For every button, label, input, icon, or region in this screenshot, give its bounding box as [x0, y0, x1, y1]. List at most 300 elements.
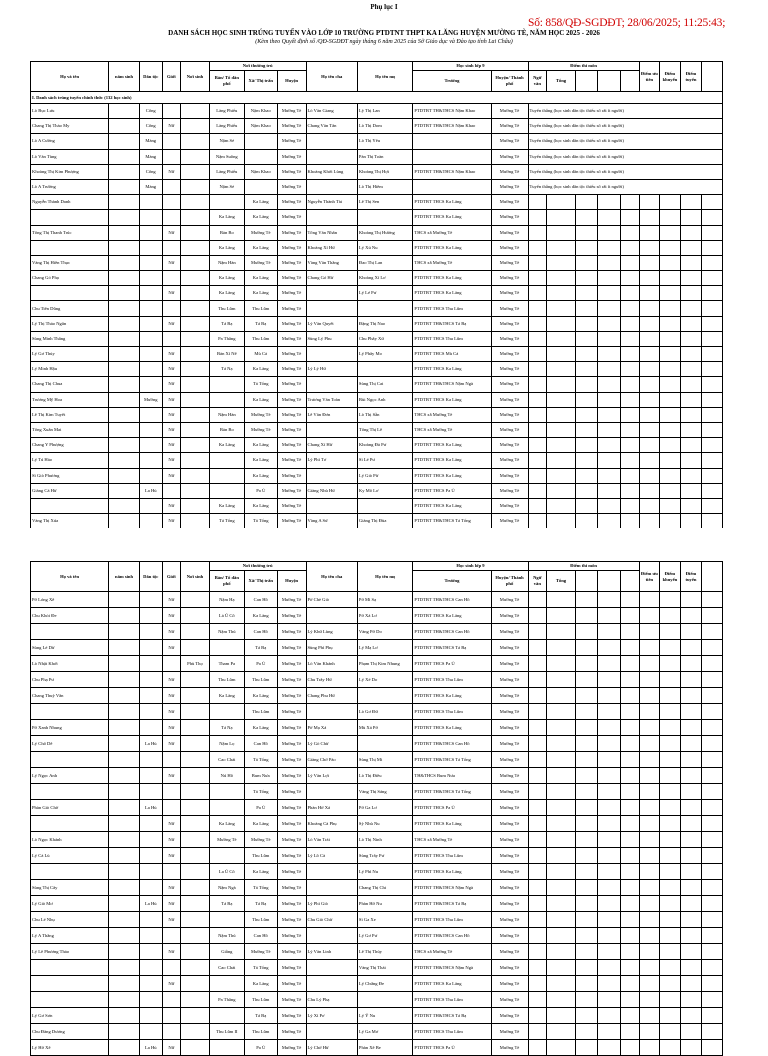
score-cell [547, 688, 576, 704]
score-cell [598, 271, 621, 286]
student-name: Lý Ngọc Anh [31, 768, 109, 784]
birth-year [109, 848, 140, 864]
score-cell [575, 225, 598, 240]
score-cell [680, 768, 702, 784]
table-row [31, 483, 723, 498]
score-cell [660, 1040, 681, 1056]
gender: Nữ [162, 832, 181, 848]
score-cell [528, 880, 547, 896]
score-cell [639, 768, 660, 784]
score-cell [639, 736, 660, 752]
score-cell [680, 225, 702, 240]
score-cell [660, 316, 681, 331]
village: Ka Lăng [209, 286, 244, 301]
birthplace [181, 768, 210, 784]
score-cell [639, 286, 660, 301]
score-cell [639, 438, 660, 453]
mother-name: Phạm Thị Kim Nhung [357, 656, 413, 672]
col-header-literature: Ngữ văn [528, 71, 547, 92]
score-cell [660, 362, 681, 377]
score-cell [660, 210, 681, 225]
score-cell [639, 864, 660, 880]
col-header-grade9: Học sinh lớp 9 [413, 62, 528, 71]
score-cell [547, 347, 576, 362]
score-cell [528, 672, 547, 688]
score-cell [702, 736, 723, 752]
birthplace [181, 453, 210, 468]
school-name: PTDTBT TH&THCS Can Hồ [413, 592, 491, 608]
score-cell [680, 483, 702, 498]
village: La Ú Cô [209, 864, 244, 880]
village [209, 377, 244, 392]
school-name: PTDTBT TH&THCS Nậm Khao [413, 119, 491, 134]
school-district: Mường Tè [491, 1024, 528, 1040]
school-name: PTDTBT THCS Thu Lũm [413, 992, 491, 1008]
score-cell [528, 992, 547, 1008]
score-cell [528, 928, 547, 944]
district: Mường Tè [277, 704, 306, 720]
village: Bản Bo [209, 225, 244, 240]
col-header-mother: Họ tên mẹ [357, 62, 413, 92]
student-name: Lý Giò Mơ [31, 896, 109, 912]
student-name [31, 784, 109, 800]
student-name: Pờ Lóng Xê [31, 592, 109, 608]
father-name [306, 134, 357, 149]
score-cell [702, 688, 723, 704]
score-cell [528, 624, 547, 640]
district: Mường Tè [277, 271, 306, 286]
score-cell [621, 362, 640, 377]
birthplace [181, 195, 210, 210]
commune: Ka Lăng [244, 864, 277, 880]
score-cell [598, 240, 621, 255]
score-cell [702, 225, 723, 240]
table-row [31, 468, 723, 483]
father-name: Phàn Hờ Xá [306, 800, 357, 816]
score-cell [639, 195, 660, 210]
birthplace [181, 331, 210, 346]
table-row [31, 896, 723, 912]
gender: Nữ [162, 880, 181, 896]
village: Nú Hồ [209, 768, 244, 784]
score-cell [639, 347, 660, 362]
gender [162, 992, 181, 1008]
village [209, 195, 244, 210]
commune: Mường Tè [244, 225, 277, 240]
score-cell [598, 720, 621, 736]
score-cell [621, 240, 640, 255]
table-row [31, 164, 723, 179]
school-name: PTDTBT TH&THCS Can Hồ [413, 624, 491, 640]
score-cell [621, 453, 640, 468]
table-row [31, 453, 723, 468]
school-district: Mường Tè [491, 768, 528, 784]
birthplace [181, 271, 210, 286]
table-row [31, 1024, 723, 1040]
gender: Nữ [162, 816, 181, 832]
score-cell [598, 656, 621, 672]
score-cell [547, 960, 576, 976]
village [209, 640, 244, 656]
father-name: Lý Khừ Lùng [306, 624, 357, 640]
mother-name: Lý Xé Do [357, 672, 413, 688]
score-cell [702, 640, 723, 656]
score-cell [575, 800, 598, 816]
score-cell [660, 225, 681, 240]
table-row [31, 688, 723, 704]
score-cell [639, 225, 660, 240]
score-cell [575, 331, 598, 346]
mother-name: Lê Thị Sen [357, 195, 413, 210]
village [209, 1008, 244, 1024]
village: Ka Lăng [209, 688, 244, 704]
score-cell [575, 784, 598, 800]
father-name: Lê Văn Đơn [306, 407, 357, 422]
score-cell [575, 912, 598, 928]
birth-year [109, 1024, 140, 1040]
gender: Nữ [162, 316, 181, 331]
score-cell [639, 704, 660, 720]
district: Mường Tè [277, 1040, 306, 1056]
score-cell [680, 592, 702, 608]
birth-year [109, 195, 140, 210]
mother-name: Lý Xú Nu [357, 240, 413, 255]
student-name [31, 992, 109, 1008]
ethnicity [139, 832, 162, 848]
score-cell [680, 331, 702, 346]
score-cell [528, 704, 547, 720]
score-cell [639, 912, 660, 928]
score-cell [547, 912, 576, 928]
commune: Ka Lăng [244, 976, 277, 992]
village: Lả Ú Cô [209, 608, 244, 624]
school-name: PTDTBT TH&THCS Tá Bạ [413, 316, 491, 331]
score-cell [639, 848, 660, 864]
birthplace [181, 976, 210, 992]
score-cell [660, 912, 681, 928]
col-header-commune: Xã/ Thị trấn [244, 571, 277, 592]
birth-year [109, 912, 140, 928]
score-cell [547, 864, 576, 880]
district: Mường Tè [277, 784, 306, 800]
score-cell [621, 960, 640, 976]
score-cell [702, 608, 723, 624]
school-district: Mường Tè [491, 195, 528, 210]
score-cell [680, 362, 702, 377]
score-cell [575, 271, 598, 286]
table-row [31, 514, 723, 529]
birth-year [109, 407, 140, 422]
table-row [31, 608, 723, 624]
gender: Nữ [162, 362, 181, 377]
score-cell [702, 912, 723, 928]
birthplace [181, 688, 210, 704]
student-name: Khoàng Thị Kim Phượng [31, 164, 109, 179]
score-cell [575, 514, 598, 529]
col-header-residence: Nơi thường trú [209, 562, 306, 571]
commune: Thu Lũm [244, 704, 277, 720]
score-cell [621, 331, 640, 346]
col-header-gender: Giới [162, 62, 181, 92]
table-row [31, 976, 723, 992]
student-name: Lò A Trường [31, 179, 109, 194]
score-cell [639, 316, 660, 331]
score-cell [575, 624, 598, 640]
ethnicity [139, 688, 162, 704]
commune: Nậm Khao [244, 164, 277, 179]
ethnicity [139, 240, 162, 255]
school-name: PTDTBT THCS Thu Lũm [413, 1024, 491, 1040]
score-cell [660, 976, 681, 992]
score-cell [702, 255, 723, 270]
score-cell [702, 720, 723, 736]
father-name: Khoàng Khởi Lùng [306, 164, 357, 179]
table-row [31, 640, 723, 656]
score-cell [660, 816, 681, 832]
commune: Mường Tè [244, 422, 277, 437]
school-name: PTDTBT TH&THCS Tá Tổng [413, 784, 491, 800]
gender: Nữ [162, 640, 181, 656]
table-row [31, 768, 723, 784]
father-name: Giàng Chờ Páo [306, 752, 357, 768]
col-header-father: Họ tên cha [306, 62, 357, 92]
score-cell [575, 422, 598, 437]
district: Mường Tè [277, 816, 306, 832]
district: Mường Tè [277, 992, 306, 1008]
village: Nậm Thú [209, 624, 244, 640]
gender [162, 240, 181, 255]
gender: Nữ [162, 896, 181, 912]
birth-year [109, 592, 140, 608]
table-row [31, 392, 723, 407]
score-cell [702, 498, 723, 513]
birthplace [181, 134, 210, 149]
score-cell [680, 195, 702, 210]
school-district: Mường Tè [491, 944, 528, 960]
score-cell [639, 816, 660, 832]
school-district: Mường Tè [491, 453, 528, 468]
ethnicity [139, 592, 162, 608]
score-cell [621, 483, 640, 498]
score-cell [547, 240, 576, 255]
score-cell [702, 800, 723, 816]
student-name: Lò Nhật Khởi [31, 656, 109, 672]
table-row [31, 752, 723, 768]
score-cell [621, 848, 640, 864]
father-name: Lý Phì Giò [306, 896, 357, 912]
table-row [31, 656, 723, 672]
school-name: PTDTBT THCS Thu Lũm [413, 848, 491, 864]
birthplace [181, 240, 210, 255]
score-cell [660, 672, 681, 688]
mother-name: Bùi Ngọc Anh [357, 392, 413, 407]
admission-note: Tuyển thẳng (học sinh dân tộc thiểu số rất ít người) [528, 164, 722, 179]
birthplace [181, 960, 210, 976]
score-cell [575, 960, 598, 976]
commune: Nậm Khao [244, 104, 277, 119]
commune: Tá Bạ [244, 316, 277, 331]
district: Mường Tè [277, 1008, 306, 1024]
school-name: THCS xã Mường Tè [413, 225, 491, 240]
table-row [31, 240, 723, 255]
district: Mường Tè [277, 768, 306, 784]
commune: Ka Lăng [244, 240, 277, 255]
birthplace [181, 896, 210, 912]
ethnicity: La Hủ [139, 1040, 162, 1056]
score-cell [660, 880, 681, 896]
village [209, 704, 244, 720]
score-cell [639, 784, 660, 800]
ethnicity [139, 848, 162, 864]
score-cell [680, 816, 702, 832]
birthplace [181, 752, 210, 768]
score-cell [547, 976, 576, 992]
school-name: PTDTBT THCS Ka Lăng [413, 816, 491, 832]
score-cell [575, 392, 598, 407]
score-cell [528, 316, 547, 331]
score-cell [621, 768, 640, 784]
score-cell [639, 608, 660, 624]
score-cell [598, 880, 621, 896]
score-cell [528, 377, 547, 392]
birth-year [109, 688, 140, 704]
score-cell [639, 271, 660, 286]
score-cell [528, 195, 547, 210]
score-cell [547, 944, 576, 960]
district: Mường Tè [277, 468, 306, 483]
score-cell [621, 195, 640, 210]
score-cell [660, 1024, 681, 1040]
score-cell [547, 640, 576, 656]
score-cell [575, 880, 598, 896]
score-cell [680, 407, 702, 422]
school-district: Mường Tè [491, 624, 528, 640]
school-name: PTDTBT THCS Pa Ủ [413, 656, 491, 672]
student-table-page-2 [30, 561, 723, 1056]
score-cell [598, 483, 621, 498]
birthplace [181, 514, 210, 529]
commune: Ka Lăng [244, 392, 277, 407]
score-cell [575, 752, 598, 768]
school-district: Mường Tè [491, 179, 528, 194]
village [209, 392, 244, 407]
ethnicity [139, 362, 162, 377]
mother-name: Lý Mạ Lơ [357, 640, 413, 656]
score-cell [528, 1040, 547, 1056]
score-cell [639, 392, 660, 407]
school-name: PTDTBT THCS Ka Lăng [413, 286, 491, 301]
score-cell [680, 392, 702, 407]
school-name: PTDTBT THCS Ka Lăng [413, 362, 491, 377]
school-district: Mường Tè [491, 688, 528, 704]
district: Mường Tè [277, 392, 306, 407]
district: Mường Tè [277, 210, 306, 225]
score-cell [575, 468, 598, 483]
score-cell [660, 438, 681, 453]
table-row [31, 149, 723, 164]
commune: Ka Lăng [244, 362, 277, 377]
village: Làng Phiểu [209, 104, 244, 119]
gender [162, 1008, 181, 1024]
score-cell [575, 736, 598, 752]
student-name: Lò Ngọc Khánh [31, 832, 109, 848]
student-name: Chu Lé Nhụ [31, 912, 109, 928]
school-district: Mường Tè [491, 848, 528, 864]
school-name: PTDTBT THCS Ka Lăng [413, 392, 491, 407]
school-name: PTDTBT THCS Ka Lăng [413, 720, 491, 736]
score-cell [547, 1008, 576, 1024]
score-cell [528, 976, 547, 992]
ethnicity: Cống [139, 164, 162, 179]
district: Mường Tè [277, 832, 306, 848]
score-cell [528, 422, 547, 437]
village: Nậm Hàn [209, 407, 244, 422]
school-district: Mường Tè [491, 468, 528, 483]
student-name: Sùng Lé Dừ [31, 640, 109, 656]
commune: Mường Tè [244, 832, 277, 848]
school-name: PTDTBT THCS Ka Lăng [413, 195, 491, 210]
score-cell [660, 768, 681, 784]
score-cell [598, 1008, 621, 1024]
score-cell [660, 301, 681, 316]
score-cell [528, 784, 547, 800]
score-cell [547, 720, 576, 736]
ethnicity [139, 976, 162, 992]
commune: Mường Tè [244, 944, 277, 960]
village: Làng Phiểu [209, 164, 244, 179]
score-cell [575, 608, 598, 624]
table-row [31, 498, 723, 513]
birth-year [109, 134, 140, 149]
birthplace [181, 912, 210, 928]
school-district: Mường Tè [491, 514, 528, 529]
gender: Nữ [162, 119, 181, 134]
col-header-birthplace: Nơi sinh [181, 62, 210, 92]
birthplace [181, 592, 210, 608]
commune: Ka Lăng [244, 438, 277, 453]
col-header-mother: Họ tên mẹ [357, 562, 413, 592]
score-cell [680, 880, 702, 896]
birth-year [109, 640, 140, 656]
father-name: Lý Phì Tơ [306, 453, 357, 468]
school-district: Mường Tè [491, 816, 528, 832]
mother-name: Lò Thị Ninh [357, 832, 413, 848]
village: Cao Chải [209, 960, 244, 976]
score-cell [639, 362, 660, 377]
commune: Tá Tổng [244, 880, 277, 896]
school-district: Mường Tè [491, 640, 528, 656]
birth-year [109, 928, 140, 944]
village: Nậm Thú [209, 928, 244, 944]
score-cell [702, 195, 723, 210]
birth-year [109, 976, 140, 992]
village: Nậm Sẻ [209, 134, 244, 149]
birth-year [109, 784, 140, 800]
student-name: Lý Minh Hậu [31, 362, 109, 377]
father-name: Chang Phu Hừ [306, 688, 357, 704]
score-cell [547, 286, 576, 301]
score-cell [575, 816, 598, 832]
section-heading: I. Danh sách trúng tuyển chính thức (132 học sinh) [31, 92, 723, 104]
score-cell [702, 768, 723, 784]
gender: Nữ [162, 225, 181, 240]
score-cell [680, 688, 702, 704]
village: Thu Lũm [209, 672, 244, 688]
score-cell [702, 960, 723, 976]
father-name [306, 377, 357, 392]
score-cell [598, 316, 621, 331]
district: Mường Tè [277, 864, 306, 880]
